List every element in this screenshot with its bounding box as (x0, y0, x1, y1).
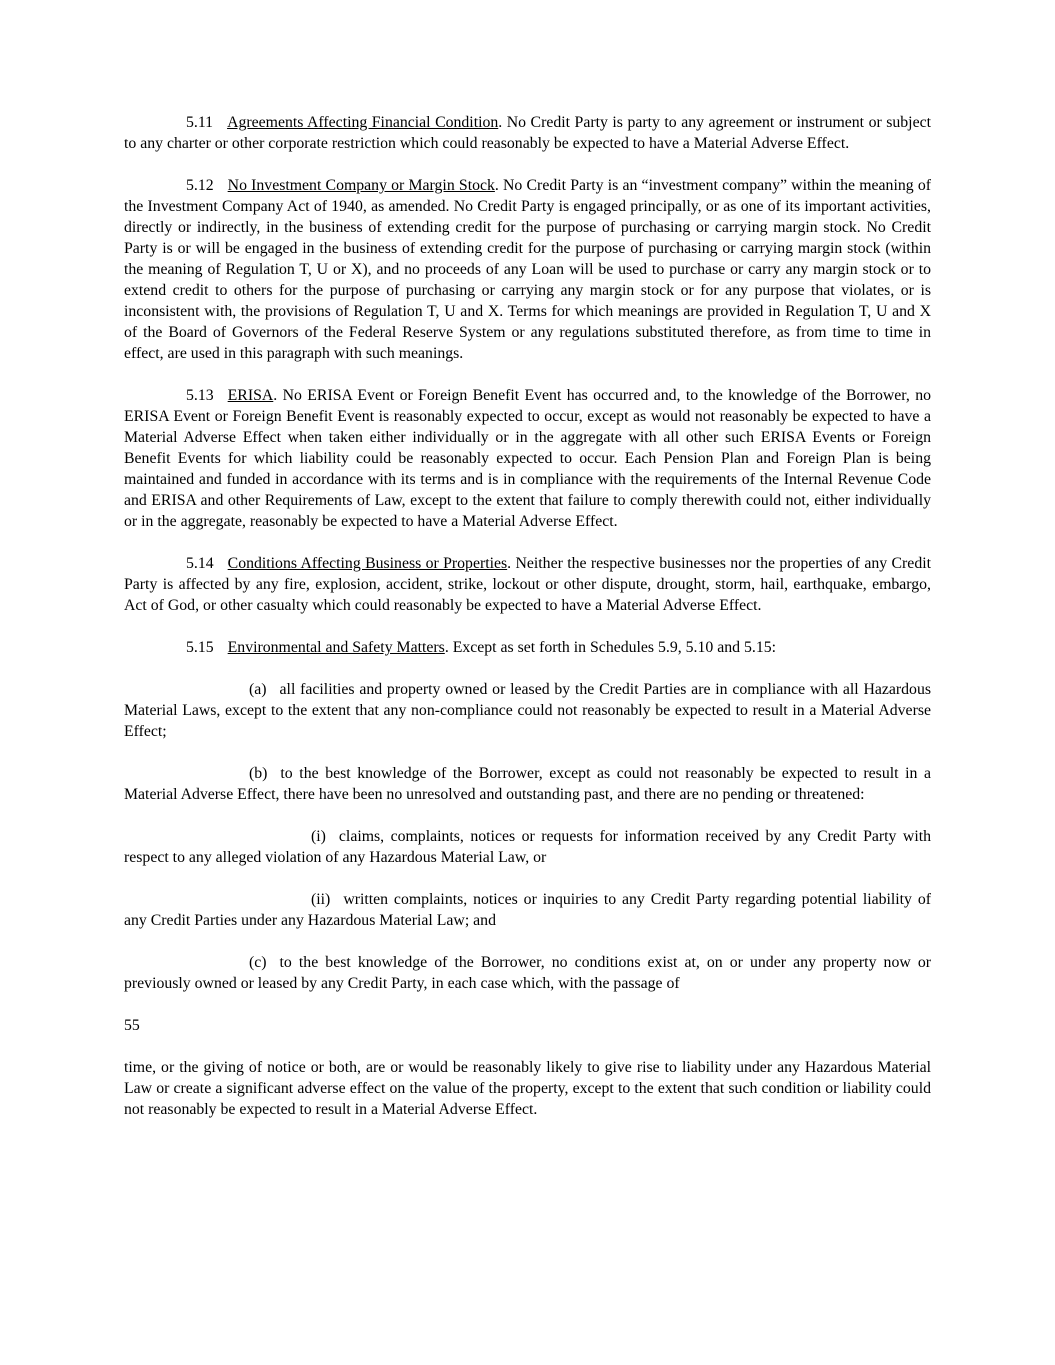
section-5-13-paragraph (124, 385, 931, 532)
section-title: ERISA (227, 387, 274, 404)
section-5-14-paragraph (124, 553, 931, 616)
section-title: Environmental and Safety Matters (227, 639, 445, 656)
footer-continuation-paragraph: time, or the giving of notice or both, are or would be reasonably likely to give rise to liability under any Hazardous Material Law or create a significant adverse effect on the value of the property, except to the extent that such condition or liability could not reasonably be expected to result in a Material Adverse Effect. (124, 1059, 931, 1118)
subsection-c-paragraph (124, 952, 931, 994)
clause-i-paragraph (124, 826, 931, 868)
section-number: 5.12 (186, 177, 214, 194)
section-number: 5.14 (186, 555, 214, 572)
section-number: 5.11 (186, 114, 214, 131)
clause-label: (ii) (311, 891, 331, 908)
subsection-b-paragraph (124, 763, 931, 805)
subsection-body: to the best knowledge of the Borrower, except as could not reasonably be expected to result in a Material Adverse Effect, there have been no unresolved and outstanding past, and there are no pending or threatened: (124, 765, 931, 803)
subsection-label: (c) (249, 954, 267, 971)
clause-label: (i) (311, 828, 326, 845)
page-number: 55 (124, 1017, 140, 1034)
section-number: 5.13 (186, 387, 214, 404)
clause-ii-paragraph (124, 889, 931, 931)
section-title: Conditions Affecting Business or Properties (227, 555, 508, 572)
section-5-11-paragraph (124, 112, 931, 154)
subsection-body: to the best knowledge of the Borrower, no conditions exist at, on or under any property now or previously owned or leased by any Credit Party, in each case which, with the passage of (124, 954, 931, 992)
section-title: Agreements Affecting Financial Condition (227, 114, 499, 131)
subsection-body: all facilities and property owned or leased by the Credit Parties are in compliance with all Hazardous Material Laws, except to the extent that any non-compliance could not reasonably be expected to result in a Material Adverse Effect; (124, 681, 931, 740)
section-title: No Investment Company or Margin Stock (227, 177, 495, 194)
section-body: . No Credit Party is party to any agreement or instrument or subject to any charter or other corporate restriction which could reasonably be expected to have a Material Adverse Effect. (124, 114, 931, 152)
section-5-12-paragraph (124, 175, 931, 364)
clause-body: written complaints, notices or inquiries to any Credit Party regarding potential liability of any Credit Parties under any Hazardous Material Law; and (124, 891, 931, 929)
section-body: . Except as set forth in Schedules 5.9, 5.10 and 5.15: (444, 639, 777, 656)
section-body: . Neither the respective businesses nor the properties of any Credit Party is affected by any fire, explosion, accident, strike, lockout or other dispute, drought, storm, hail, earthquake, embargo, Act of God, or other casualty which could reasonably be expected to have a Material Adverse Effect. (124, 555, 931, 614)
subsection-label: (b) (249, 765, 268, 782)
section-body: . No Credit Party is an “investment company” within the meaning of the Investment Company Act of 1940, as amended. No Credit Party is engaged principally, or as one of its important activities, directly or indirectly, in the business of extending credit for the purpose of purchasing or carrying margin stock. No Credit Party is or will be engaged in the business of extending credit for the purpose of purchasing or carrying margin stock (within the meaning of Regulation T, U or X), and no proceeds of any Loan will be used to purchase or carry any margin stock or to extend credit to others for the purpose of purchasing or carrying any margin stock or for any purpose that violates, or is inconsistent with, the provisions of Regulation T, U and X. Terms for which meanings are provided in Regulation T, U and X of the Board of Governors of the Federal Reserve System or any regulations substituted therefore, as from time to time in effect, are used in this paragraph with such meanings. (124, 177, 931, 362)
subsection-label: (a) (249, 681, 267, 698)
clause-body: claims, complaints, notices or requests for information received by any Credit Party with respect to any alleged violation of any Hazardous Material Law, or (124, 828, 931, 866)
section-body: . No ERISA Event or Foreign Benefit Event has occurred and, to the knowledge of the Borrower, no ERISA Event or Foreign Benefit Event is reasonably expected to occur, except as would not reasonably be expected to have a Material Adverse Effect when taken either individually or in the aggregate with all other such ERISA Events or Foreign Benefit Events for which liability could be reasonably expected to occur. Each Pension Plan and Foreign Plan is being maintained and funded in accordance with its terms and is in compliance with the requirements of the Internal Revenue Code and ERISA and other Requirements of Law, except to the extent that failure to comply therewith could not, either individually or in the aggregate, reasonably be expected to have a Material Adverse Effect. (124, 387, 931, 530)
section-5-15-paragraph (124, 637, 931, 658)
section-number: 5.15 (186, 639, 214, 656)
subsection-a-paragraph (124, 679, 931, 742)
